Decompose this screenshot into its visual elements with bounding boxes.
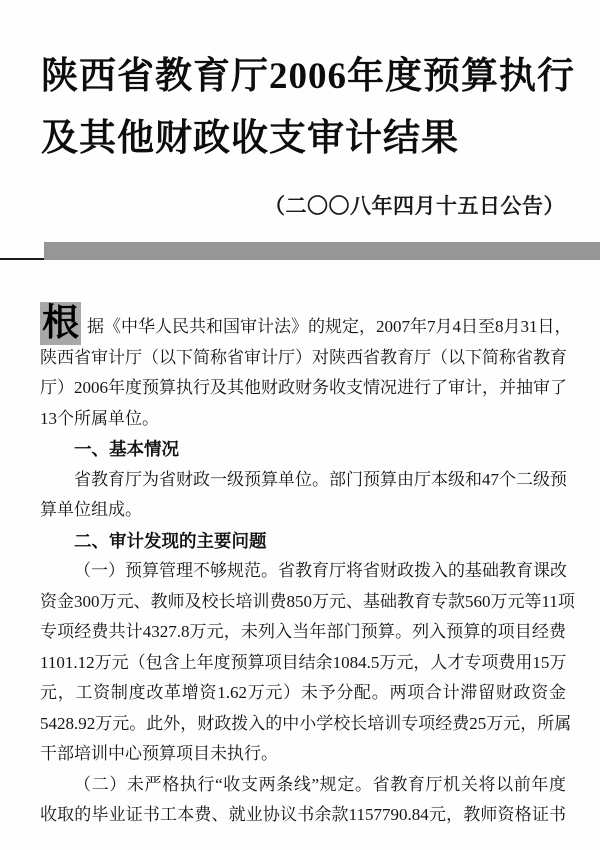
page-title bbox=[41, 46, 581, 170]
page-title-line2: 及其他财政收支审计结果 bbox=[41, 118, 459, 159]
body-line: 元，工资制度改革增资1.62万元）未予分配。两项合计滞留财政资金 bbox=[40, 683, 566, 702]
section-heading-1: 一、基本情况 bbox=[74, 439, 179, 459]
gray-divider-bar bbox=[44, 242, 600, 260]
drop-cap: 根 bbox=[42, 303, 79, 344]
black-divider-rule bbox=[0, 258, 44, 260]
body-line: 省教育厅为省财政一级预算单位。部门预算由厅本级和47个二级预 bbox=[74, 469, 567, 489]
body-line: 陕西省审计厅（以下简称省审计厅）对陕西省教育厅（以下简称省教育 bbox=[40, 347, 567, 367]
page-title-line1: 陕西省教育厅2006年度预算执行 bbox=[41, 56, 575, 97]
body-line: （二）未严格执行“收支两条线”规定。省教育厅机关将以前年度 bbox=[74, 774, 566, 794]
body-line: 厅）2006年度预算执行及其他财政财务收支情况进行了审计，并抽审了 bbox=[40, 378, 567, 397]
announcement-date: （二〇〇八年四月十五日公告） bbox=[264, 195, 565, 218]
body-line: 资金300万元、教师及校长培训费850万元、基础教育专款560万元等11项 bbox=[40, 591, 575, 611]
body-line: 据《中华人民共和国审计法》的规定，2007年7月4日至8月31日， bbox=[87, 317, 572, 336]
body-line: 收取的毕业证书工本费、就业协议书余款1157790.84元，教师资格证书 bbox=[40, 805, 566, 824]
body-line: 13个所属单位。 bbox=[40, 408, 159, 428]
body-line: 干部培训中心预算项目未执行。 bbox=[40, 744, 278, 763]
body-line: 1101.12万元（包含上年度预算项目结余1084.5万元，人才专项费用15万 bbox=[40, 652, 567, 672]
body-line: 专项经费共计4327.8万元，未列入当年部门预算。列入预算的项目经费 bbox=[40, 622, 566, 641]
body-line: 5428.92万元。此外，财政拨入的中小学校长培训专项经费25万元，所属 bbox=[40, 713, 572, 733]
body-text bbox=[40, 312, 575, 831]
body-line: 算单位组成。 bbox=[40, 500, 142, 519]
body-line: （一）预算管理不够规范。省教育厅将省财政拨入的基础教育课改 bbox=[74, 561, 567, 580]
section-heading-2: 二、审计发现的主要问题 bbox=[74, 530, 267, 551]
